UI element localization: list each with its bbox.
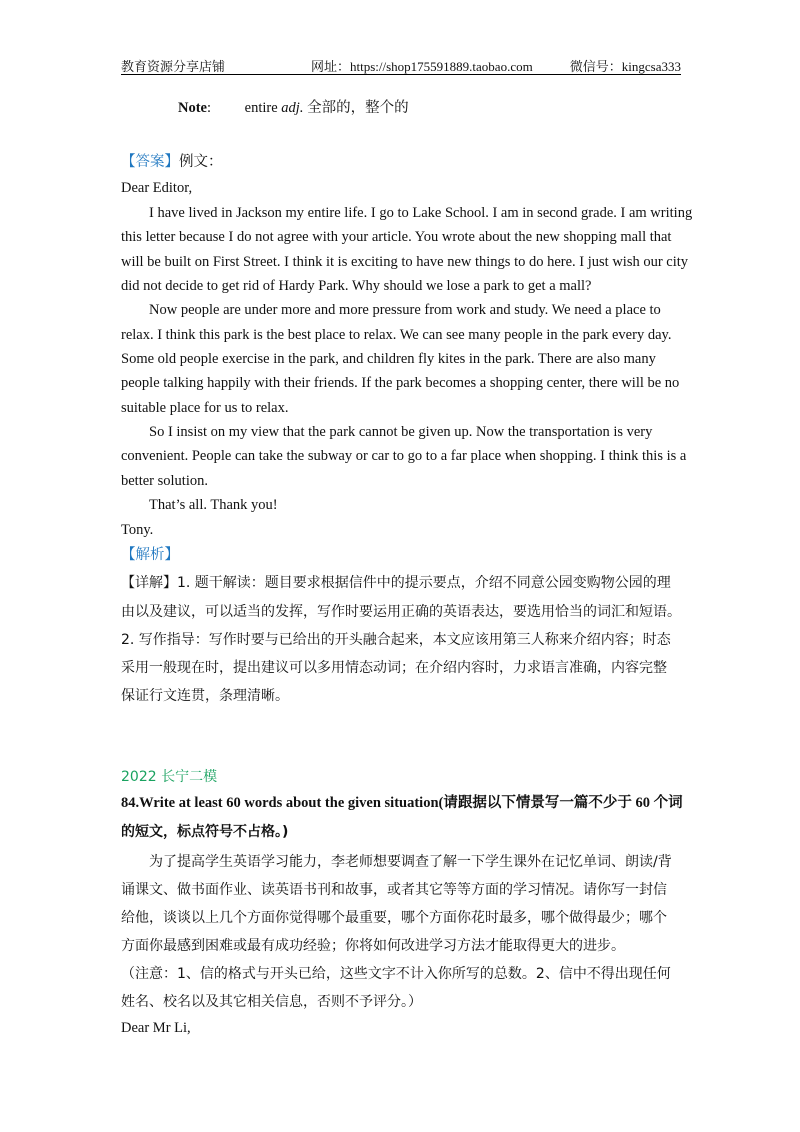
analysis-line: 采用一般现在时，提出建议可以多用情态动词；在介绍内容时，力求语言准确，内容完整 [121, 660, 667, 676]
answer-line: Now people are under more and more pressure from work and study. We need a place to [149, 302, 661, 318]
question-body-line: 给他，谈谈以上几个方面你觉得哪个最重要，哪个方面你花时最多，哪个做得最少；哪个 [121, 910, 667, 926]
analysis-tag: 【解析】 [121, 547, 179, 563]
analysis-line-text: 1. 题干解读：题目要求根据信件中的提示要点，介绍不同意公园变购物公园的理 [177, 575, 671, 591]
question-body-line: （注意：1、信的格式与开头已给，这些文字不计入你所写的总数。2、信中不得出现任何 [121, 966, 671, 982]
section-source: 2022 长宁二模 [121, 769, 218, 785]
question-body-line: 诵课文、做书面作业、读英语书刊和故事，或者其它等等方面的学习情况。请你写一封信 [121, 882, 667, 898]
letter-salutation: Dear Mr Li, [121, 1020, 191, 1036]
answer-line: better solution. [121, 473, 208, 489]
answer-tag-suffix: 例文： [179, 154, 223, 170]
note-label: Note [178, 100, 207, 116]
question-body-line: 为了提高学生英语学习能力，李老师想要调查了解一下学生课外在记忆单词、朗读/背 [149, 854, 672, 870]
note-meaning: 全部的，整个的 [307, 100, 409, 116]
answer-line: So I insist on my view that the park cannot be given up. Now the transportation is very [149, 424, 653, 440]
answer-line: That’s all. Thank you! [149, 497, 278, 513]
answer-line: Some old people exercise in the park, and children fly kites in the park. There are also many [121, 351, 656, 367]
note-colon: : [207, 100, 212, 116]
answer-heading [121, 152, 223, 172]
header-url: 网址：https://shop175591889.taobao.com [311, 59, 533, 74]
answer-line: Tony. [121, 522, 154, 538]
analysis-line [121, 572, 671, 594]
answer-tag: 【答案】 [121, 154, 179, 170]
note-word: entire [244, 100, 278, 116]
answer-line: this letter because I do not agree with your article. You wrote about the new shopping mall that [121, 229, 672, 245]
detail-tag: 【详解】 [121, 575, 177, 591]
answer-line: relax. I think this park is the best place to relax. We can see many people in the park every day. [121, 327, 672, 343]
question-body-line: 姓名、校名以及其它相关信息，否则不予评分。） [121, 994, 422, 1010]
note-line [178, 98, 409, 118]
analysis-line: 由以及建议，可以适当的发挥，写作时要运用正确的英语表达，要选用恰当的词汇和短语。 [121, 604, 681, 620]
answer-line: suitable place for us to relax. [121, 400, 289, 416]
header-shop-name: 教育资源分享店铺 [121, 60, 226, 75]
header-wechat: 微信号：kingcsa333 [569, 59, 681, 74]
analysis-line: 保证行文连贯，条理清晰。 [121, 688, 289, 704]
page-header [121, 56, 681, 75]
question-title: 的短文，标点符号不占格。) [121, 824, 289, 840]
answer-line: Dear Editor, [121, 180, 193, 196]
analysis-line: 2. 写作指导：写作时要与已给出的开头融合起来，本文应该用第三人称来介绍内容；时态 [121, 632, 671, 648]
note-pos: adj. [281, 100, 304, 116]
answer-line: did not decide to get rid of Hardy Park. Why should we lose a park to get a mall? [121, 278, 592, 294]
answer-line: people talking happily with their friends. If the park becomes a shopping center, there will be no [121, 375, 680, 391]
answer-line: will be built on First Street. I think it is exciting to have new things to do here. I just wish our city [121, 254, 689, 270]
question-body-line: 方面你最感到困难或最有成功经验；你将如何改进学习方法才能取得更大的进步。 [121, 938, 625, 954]
answer-line: I have lived in Jackson my entire life. I go to Lake School. I am in second grade. I am writing [149, 205, 693, 221]
question-title: 84.Write at least 60 words about the given situation(请跟据以下情景写一篇不少于 60 个词 [121, 795, 683, 811]
answer-line: convenient. People can take the subway or car to go to a far place when shopping. I think this is a [121, 448, 687, 464]
